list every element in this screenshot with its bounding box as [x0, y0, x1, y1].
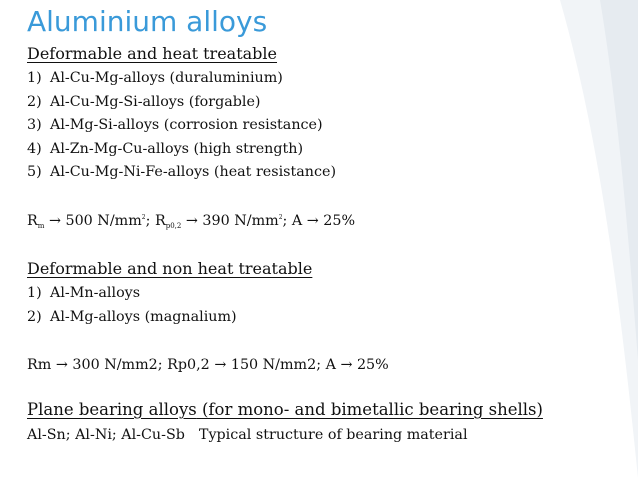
rm-value: → 500 N/mm	[48, 213, 142, 229]
slide-title: Aluminium alloys	[27, 5, 268, 38]
list-number: 2)	[27, 93, 42, 110]
bearing-alloys-line	[27, 425, 468, 445]
rp-superscript: 2	[278, 214, 283, 221]
bearing-structure-label: Typical structure of bearing material	[198, 427, 468, 443]
list-text: Al-Mn-alloys	[50, 285, 141, 301]
list-item	[27, 282, 237, 306]
list-item	[27, 114, 336, 138]
list-number: 1)	[27, 285, 42, 301]
list-text: Al-Mg-alloys (magnalium)	[50, 308, 237, 325]
non-heat-treatable-properties: Rm → 300 N/mm2; Rp0,2 → 150 N/mm2; A → 25%	[27, 357, 389, 373]
list-item	[27, 67, 336, 91]
heat-treatable-properties	[27, 208, 355, 236]
list-text: Al-Cu-Mg-Si-alloys (forgable)	[50, 93, 261, 110]
list-number: 5)	[27, 164, 42, 180]
rp-value: → 390 N/mm	[185, 213, 279, 229]
section-heading-bearing	[27, 400, 543, 420]
non-heat-treatable-list	[27, 282, 237, 329]
list-item	[27, 91, 336, 115]
list-text: Al-Zn-Mg-Cu-alloys (high strength)	[50, 140, 304, 157]
section-heading-non-heat-treatable: Deformable and non heat treatable	[27, 259, 313, 278]
list-text: Al-Cu-Mg-alloys (duraluminium)	[50, 70, 283, 86]
rm-superscript: 2	[141, 214, 146, 221]
rp-subscript: p0,2	[165, 222, 182, 230]
elongation-value: ; A → 25%	[282, 213, 356, 229]
list-item	[27, 161, 336, 185]
list-number: 2)	[27, 308, 42, 325]
list-number: 4)	[27, 140, 42, 157]
rm-subscript: m	[37, 222, 45, 230]
bearing-heading-note: (for mono- and bimetallic bearing shells)	[201, 400, 543, 419]
section-heading-heat-treatable: Deformable and heat treatable	[27, 44, 278, 63]
list-text: Al-Cu-Mg-Ni-Fe-alloys (heat resistance)	[50, 164, 337, 180]
list-text: Al-Mg-Si-alloys (corrosion resistance)	[50, 117, 323, 133]
list-item	[27, 138, 336, 162]
rp-symbol: R	[154, 213, 166, 229]
bearing-alloys: Al-Sn; Al-Ni; Al-Cu-Sb	[27, 427, 185, 443]
heat-treatable-list	[27, 67, 336, 185]
separator: ;	[145, 213, 155, 229]
list-item	[27, 306, 237, 330]
list-number: 3)	[27, 117, 42, 133]
bearing-heading-text: Plane bearing alloys	[27, 400, 197, 419]
list-number: 1)	[27, 70, 42, 86]
rm-symbol: R	[27, 213, 38, 229]
